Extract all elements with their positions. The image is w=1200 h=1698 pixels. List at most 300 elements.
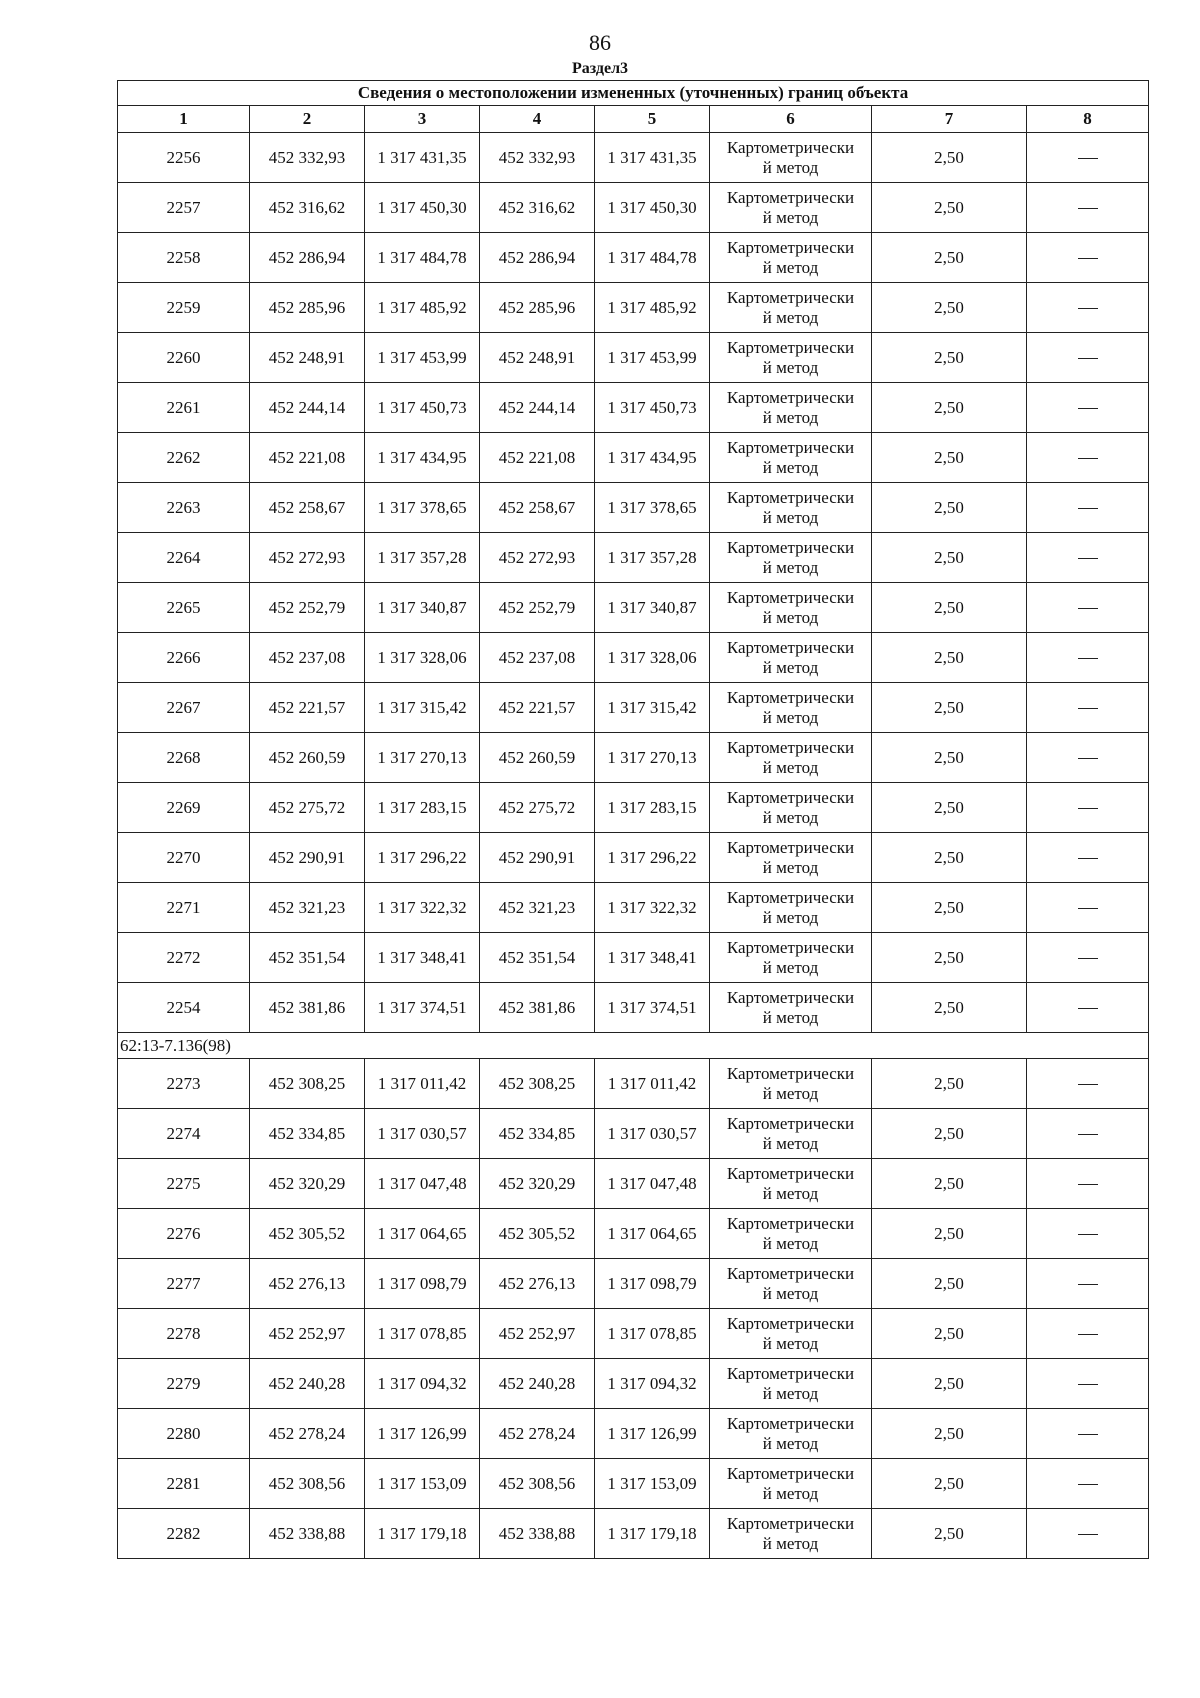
group-label-row: [118, 1033, 1149, 1059]
method-line-2: й метод: [762, 1383, 819, 1403]
method-line-2: й метод: [762, 1483, 819, 1503]
y-existing-cell: 1 317 283,15: [365, 783, 480, 833]
column-number: 3: [365, 106, 480, 133]
y-existing-cell: 1 317 485,92: [365, 283, 480, 333]
x-refined-cell: 452 275,72: [480, 783, 595, 833]
point-number-cell: 2281: [118, 1459, 250, 1509]
method-line-2: й метод: [762, 407, 819, 427]
method-line-2: й метод: [762, 557, 819, 577]
point-number-cell: 2264: [118, 533, 250, 583]
y-refined-cell: 1 317 450,73: [595, 383, 710, 433]
method-cell: [710, 233, 872, 283]
method-line-1: Картометрически: [726, 437, 855, 457]
x-existing-cell: 452 276,13: [250, 1259, 365, 1309]
y-refined-cell: 1 317 348,41: [595, 933, 710, 983]
point-number-cell: 2267: [118, 683, 250, 733]
table-row: [118, 433, 1149, 483]
y-refined-cell: 1 317 064,65: [595, 1209, 710, 1259]
table-row: [118, 783, 1149, 833]
accuracy-cell: 2,50: [872, 1509, 1027, 1559]
description-cell: [1027, 533, 1149, 583]
point-number-cell: 2282: [118, 1509, 250, 1559]
y-existing-cell: 1 317 328,06: [365, 633, 480, 683]
point-number-cell: 2273: [118, 1059, 250, 1109]
y-existing-cell: 1 317 348,41: [365, 933, 480, 983]
x-existing-cell: 452 221,08: [250, 433, 365, 483]
table-row: [118, 1359, 1149, 1409]
method-line-2: й метод: [762, 757, 819, 777]
accuracy-cell: 2,50: [872, 483, 1027, 533]
x-existing-cell: 452 290,91: [250, 833, 365, 883]
method-line-1: Картометрически: [726, 1313, 855, 1333]
y-refined-cell: 1 317 094,32: [595, 1359, 710, 1409]
method-cell: [710, 433, 872, 483]
method-line-2: й метод: [762, 507, 819, 527]
description-cell: [1027, 1509, 1149, 1559]
method-line-1: Картометрически: [726, 887, 855, 907]
method-line-2: й метод: [762, 1133, 819, 1153]
point-number-cell: 2265: [118, 583, 250, 633]
method-line-1: Картометрически: [726, 1513, 855, 1533]
dash-mark: [1078, 208, 1098, 209]
y-refined-cell: 1 317 378,65: [595, 483, 710, 533]
x-refined-cell: 452 244,14: [480, 383, 595, 433]
method-line-2: й метод: [762, 457, 819, 477]
dash-mark: [1078, 1234, 1098, 1235]
x-refined-cell: 452 305,52: [480, 1209, 595, 1259]
x-refined-cell: 452 221,08: [480, 433, 595, 483]
dash-mark: [1078, 1008, 1098, 1009]
method-cell: [710, 133, 872, 183]
point-number-cell: 2277: [118, 1259, 250, 1309]
method-cell: [710, 633, 872, 683]
accuracy-cell: 2,50: [872, 1409, 1027, 1459]
y-existing-cell: 1 317 030,57: [365, 1109, 480, 1159]
point-number-cell: 2266: [118, 633, 250, 683]
method-line-1: Картометрически: [726, 1363, 855, 1383]
x-existing-cell: 452 332,93: [250, 133, 365, 183]
method-line-2: й метод: [762, 857, 819, 877]
dash-mark: [1078, 458, 1098, 459]
dash-mark: [1078, 908, 1098, 909]
point-number-cell: 2279: [118, 1359, 250, 1409]
method-line-1: Картометрически: [726, 387, 855, 407]
point-number-cell: 2269: [118, 783, 250, 833]
point-number-cell: 2259: [118, 283, 250, 333]
table-row: [118, 833, 1149, 883]
description-cell: [1027, 833, 1149, 883]
method-cell: [710, 1259, 872, 1309]
table-row: [118, 183, 1149, 233]
point-number-cell: 2278: [118, 1309, 250, 1359]
y-refined-cell: 1 317 011,42: [595, 1059, 710, 1109]
accuracy-cell: 2,50: [872, 1209, 1027, 1259]
x-refined-cell: 452 286,94: [480, 233, 595, 283]
table-row: [118, 1409, 1149, 1459]
method-line-1: Картометрически: [726, 637, 855, 657]
method-line-2: й метод: [762, 907, 819, 927]
x-refined-cell: 452 240,28: [480, 1359, 595, 1409]
y-existing-cell: 1 317 094,32: [365, 1359, 480, 1409]
dash-mark: [1078, 358, 1098, 359]
method-line-1: Картометрически: [726, 787, 855, 807]
x-existing-cell: 452 258,67: [250, 483, 365, 533]
dash-mark: [1078, 758, 1098, 759]
y-refined-cell: 1 317 431,35: [595, 133, 710, 183]
accuracy-cell: 2,50: [872, 433, 1027, 483]
accuracy-cell: 2,50: [872, 733, 1027, 783]
method-line-1: Картометрически: [726, 1263, 855, 1283]
method-cell: [710, 933, 872, 983]
x-refined-cell: 452 278,24: [480, 1409, 595, 1459]
description-cell: [1027, 783, 1149, 833]
table-title-row: [118, 81, 1149, 106]
point-number-cell: 2256: [118, 133, 250, 183]
table-row: [118, 733, 1149, 783]
method-cell: [710, 1409, 872, 1459]
y-existing-cell: 1 317 064,65: [365, 1209, 480, 1259]
x-existing-cell: 452 244,14: [250, 383, 365, 433]
y-existing-cell: 1 317 078,85: [365, 1309, 480, 1359]
dash-mark: [1078, 1484, 1098, 1485]
method-line-2: й метод: [762, 1183, 819, 1203]
method-line-2: й метод: [762, 657, 819, 677]
description-cell: [1027, 1059, 1149, 1109]
method-cell: [710, 1059, 872, 1109]
method-line-2: й метод: [762, 957, 819, 977]
x-refined-cell: 452 351,54: [480, 933, 595, 983]
description-cell: [1027, 983, 1149, 1033]
x-existing-cell: 452 381,86: [250, 983, 365, 1033]
point-number-cell: 2263: [118, 483, 250, 533]
dash-mark: [1078, 1434, 1098, 1435]
method-cell: [710, 333, 872, 383]
description-cell: [1027, 1159, 1149, 1209]
description-cell: [1027, 333, 1149, 383]
x-refined-cell: 452 316,62: [480, 183, 595, 233]
accuracy-cell: 2,50: [872, 683, 1027, 733]
method-cell: [710, 1109, 872, 1159]
y-refined-cell: 1 317 484,78: [595, 233, 710, 283]
table-body: [118, 133, 1149, 1559]
method-line-2: й метод: [762, 807, 819, 827]
x-existing-cell: 452 272,93: [250, 533, 365, 583]
table-row: [118, 533, 1149, 583]
point-number-cell: 2261: [118, 383, 250, 433]
description-cell: [1027, 1109, 1149, 1159]
x-existing-cell: 452 285,96: [250, 283, 365, 333]
method-line-2: й метод: [762, 357, 819, 377]
method-cell: [710, 833, 872, 883]
method-line-1: Картометрически: [726, 137, 855, 157]
y-refined-cell: 1 317 357,28: [595, 533, 710, 583]
y-existing-cell: 1 317 357,28: [365, 533, 480, 583]
accuracy-cell: 2,50: [872, 1459, 1027, 1509]
y-existing-cell: 1 317 322,32: [365, 883, 480, 933]
x-existing-cell: 452 260,59: [250, 733, 365, 783]
dash-mark: [1078, 1184, 1098, 1185]
x-refined-cell: 452 321,23: [480, 883, 595, 933]
method-line-1: Картометрически: [726, 837, 855, 857]
y-existing-cell: 1 317 270,13: [365, 733, 480, 783]
x-refined-cell: 452 308,56: [480, 1459, 595, 1509]
table-row: [118, 133, 1149, 183]
section-title: Раздел3: [571, 60, 629, 77]
method-line-1: Картометрически: [726, 537, 855, 557]
dash-mark: [1078, 858, 1098, 859]
point-number-cell: 2254: [118, 983, 250, 1033]
x-existing-cell: 452 240,28: [250, 1359, 365, 1409]
point-number-cell: 2275: [118, 1159, 250, 1209]
x-refined-cell: 452 260,59: [480, 733, 595, 783]
x-existing-cell: 452 275,72: [250, 783, 365, 833]
accuracy-cell: 2,50: [872, 1359, 1027, 1409]
column-number: 2: [250, 106, 365, 133]
y-refined-cell: 1 317 283,15: [595, 783, 710, 833]
method-cell: [710, 1359, 872, 1409]
x-refined-cell: 452 221,57: [480, 683, 595, 733]
method-cell: [710, 183, 872, 233]
point-number-cell: 2276: [118, 1209, 250, 1259]
y-existing-cell: 1 317 179,18: [365, 1509, 480, 1559]
dash-mark: [1078, 508, 1098, 509]
table-row: [118, 1259, 1149, 1309]
x-refined-cell: 452 272,93: [480, 533, 595, 583]
table-row: [118, 683, 1149, 733]
column-number: 4: [480, 106, 595, 133]
method-cell: [710, 783, 872, 833]
dash-mark: [1078, 308, 1098, 309]
method-cell: [710, 983, 872, 1033]
description-cell: [1027, 1359, 1149, 1409]
point-number-cell: 2262: [118, 433, 250, 483]
x-existing-cell: 452 286,94: [250, 233, 365, 283]
y-existing-cell: 1 317 484,78: [365, 233, 480, 283]
dash-mark: [1078, 158, 1098, 159]
column-number: 7: [872, 106, 1027, 133]
y-refined-cell: 1 317 153,09: [595, 1459, 710, 1509]
x-existing-cell: 452 252,97: [250, 1309, 365, 1359]
method-cell: [710, 283, 872, 333]
y-existing-cell: 1 317 340,87: [365, 583, 480, 633]
table-row: [118, 333, 1149, 383]
description-cell: [1027, 1409, 1149, 1459]
table-row: [118, 1309, 1149, 1359]
point-number-cell: 2274: [118, 1109, 250, 1159]
dash-mark: [1078, 708, 1098, 709]
dash-mark: [1078, 1284, 1098, 1285]
description-cell: [1027, 433, 1149, 483]
point-number-cell: 2260: [118, 333, 250, 383]
y-existing-cell: 1 317 126,99: [365, 1409, 480, 1459]
accuracy-cell: 2,50: [872, 1309, 1027, 1359]
x-refined-cell: 452 320,29: [480, 1159, 595, 1209]
y-refined-cell: 1 317 322,32: [595, 883, 710, 933]
accuracy-cell: 2,50: [872, 1259, 1027, 1309]
accuracy-cell: 2,50: [872, 233, 1027, 283]
y-existing-cell: 1 317 011,42: [365, 1059, 480, 1109]
method-line-2: й метод: [762, 1007, 819, 1027]
dash-mark: [1078, 408, 1098, 409]
method-line-2: й метод: [762, 207, 819, 227]
x-refined-cell: 452 285,96: [480, 283, 595, 333]
y-refined-cell: 1 317 047,48: [595, 1159, 710, 1209]
page-number: 86: [589, 30, 611, 55]
x-existing-cell: 452 351,54: [250, 933, 365, 983]
method-cell: [710, 583, 872, 633]
method-cell: [710, 1459, 872, 1509]
point-number-cell: 2272: [118, 933, 250, 983]
method-line-2: й метод: [762, 1233, 819, 1253]
description-cell: [1027, 883, 1149, 933]
method-line-1: Картометрически: [726, 487, 855, 507]
x-refined-cell: 452 276,13: [480, 1259, 595, 1309]
method-line-2: й метод: [762, 1283, 819, 1303]
x-refined-cell: 452 381,86: [480, 983, 595, 1033]
x-existing-cell: 452 338,88: [250, 1509, 365, 1559]
method-line-2: й метод: [762, 1083, 819, 1103]
y-refined-cell: 1 317 179,18: [595, 1509, 710, 1559]
method-cell: [710, 383, 872, 433]
method-cell: [710, 1209, 872, 1259]
column-number-row: [118, 106, 1149, 133]
column-number: 1: [118, 106, 250, 133]
description-cell: [1027, 683, 1149, 733]
x-refined-cell: 452 308,25: [480, 1059, 595, 1109]
x-existing-cell: 452 321,23: [250, 883, 365, 933]
accuracy-cell: 2,50: [872, 1159, 1027, 1209]
column-number: 6: [710, 106, 872, 133]
point-number-cell: 2270: [118, 833, 250, 883]
accuracy-cell: 2,50: [872, 1059, 1027, 1109]
y-refined-cell: 1 317 340,87: [595, 583, 710, 633]
method-line-1: Картометрически: [726, 1113, 855, 1133]
method-line-1: Картометрически: [726, 687, 855, 707]
method-cell: [710, 883, 872, 933]
x-existing-cell: 452 308,25: [250, 1059, 365, 1109]
y-existing-cell: 1 317 450,30: [365, 183, 480, 233]
y-refined-cell: 1 317 296,22: [595, 833, 710, 883]
y-existing-cell: 1 317 374,51: [365, 983, 480, 1033]
method-line-1: Картометрически: [726, 1413, 855, 1433]
method-line-2: й метод: [762, 157, 819, 177]
y-existing-cell: 1 317 315,42: [365, 683, 480, 733]
description-cell: [1027, 933, 1149, 983]
y-refined-cell: 1 317 126,99: [595, 1409, 710, 1459]
method-line-2: й метод: [762, 707, 819, 727]
table-row: [118, 633, 1149, 683]
method-line-2: й метод: [762, 1433, 819, 1453]
y-existing-cell: 1 317 434,95: [365, 433, 480, 483]
table-row: [118, 583, 1149, 633]
table-row: [118, 1109, 1149, 1159]
x-refined-cell: 452 248,91: [480, 333, 595, 383]
method-cell: [710, 733, 872, 783]
accuracy-cell: 2,50: [872, 583, 1027, 633]
method-cell: [710, 1309, 872, 1359]
method-line-1: Картометрически: [726, 737, 855, 757]
table-row: [118, 933, 1149, 983]
method-line-1: Картометрически: [726, 1213, 855, 1233]
description-cell: [1027, 483, 1149, 533]
y-refined-cell: 1 317 030,57: [595, 1109, 710, 1159]
method-line-2: й метод: [762, 257, 819, 277]
table-row: [118, 1509, 1149, 1559]
point-number-cell: 2268: [118, 733, 250, 783]
x-existing-cell: 452 334,85: [250, 1109, 365, 1159]
method-cell: [710, 533, 872, 583]
table-row: [118, 983, 1149, 1033]
accuracy-cell: 2,50: [872, 983, 1027, 1033]
x-existing-cell: 452 305,52: [250, 1209, 365, 1259]
method-line-1: Картометрически: [726, 287, 855, 307]
x-refined-cell: 452 252,79: [480, 583, 595, 633]
x-refined-cell: 452 252,97: [480, 1309, 595, 1359]
point-number-cell: 2271: [118, 883, 250, 933]
table-row: [118, 1209, 1149, 1259]
y-refined-cell: 1 317 328,06: [595, 633, 710, 683]
column-number: 8: [1027, 106, 1149, 133]
table-row: [118, 283, 1149, 333]
method-line-1: Картометрически: [726, 987, 855, 1007]
y-refined-cell: 1 317 098,79: [595, 1259, 710, 1309]
y-existing-cell: 1 317 431,35: [365, 133, 480, 183]
x-refined-cell: 452 332,93: [480, 133, 595, 183]
point-number-cell: 2257: [118, 183, 250, 233]
table-row: [118, 1159, 1149, 1209]
description-cell: [1027, 633, 1149, 683]
y-refined-cell: 1 317 315,42: [595, 683, 710, 733]
description-cell: [1027, 1309, 1149, 1359]
y-refined-cell: 1 317 374,51: [595, 983, 710, 1033]
description-cell: [1027, 283, 1149, 333]
y-existing-cell: 1 317 153,09: [365, 1459, 480, 1509]
description-cell: [1027, 1209, 1149, 1259]
x-existing-cell: 452 278,24: [250, 1409, 365, 1459]
y-existing-cell: 1 317 047,48: [365, 1159, 480, 1209]
description-cell: [1027, 133, 1149, 183]
x-existing-cell: 452 221,57: [250, 683, 365, 733]
method-cell: [710, 1159, 872, 1209]
table-row: [118, 233, 1149, 283]
table-row: [118, 383, 1149, 433]
method-cell: [710, 1509, 872, 1559]
coordinates-table: [117, 80, 1149, 1559]
y-refined-cell: 1 317 450,30: [595, 183, 710, 233]
y-refined-cell: 1 317 270,13: [595, 733, 710, 783]
accuracy-cell: 2,50: [872, 333, 1027, 383]
x-existing-cell: 452 252,79: [250, 583, 365, 633]
method-line-2: й метод: [762, 1333, 819, 1353]
accuracy-cell: 2,50: [872, 183, 1027, 233]
method-line-2: й метод: [762, 307, 819, 327]
accuracy-cell: 2,50: [872, 533, 1027, 583]
method-cell: [710, 683, 872, 733]
x-refined-cell: 452 334,85: [480, 1109, 595, 1159]
dash-mark: [1078, 808, 1098, 809]
method-line-1: Картометрически: [726, 587, 855, 607]
method-line-1: Картометрически: [726, 937, 855, 957]
dash-mark: [1078, 1134, 1098, 1135]
method-line-1: Картометрически: [726, 1463, 855, 1483]
accuracy-cell: 2,50: [872, 133, 1027, 183]
accuracy-cell: 2,50: [872, 283, 1027, 333]
x-refined-cell: 452 338,88: [480, 1509, 595, 1559]
dash-mark: [1078, 1384, 1098, 1385]
y-existing-cell: 1 317 450,73: [365, 383, 480, 433]
x-existing-cell: 452 248,91: [250, 333, 365, 383]
method-line-1: Картометрически: [726, 337, 855, 357]
